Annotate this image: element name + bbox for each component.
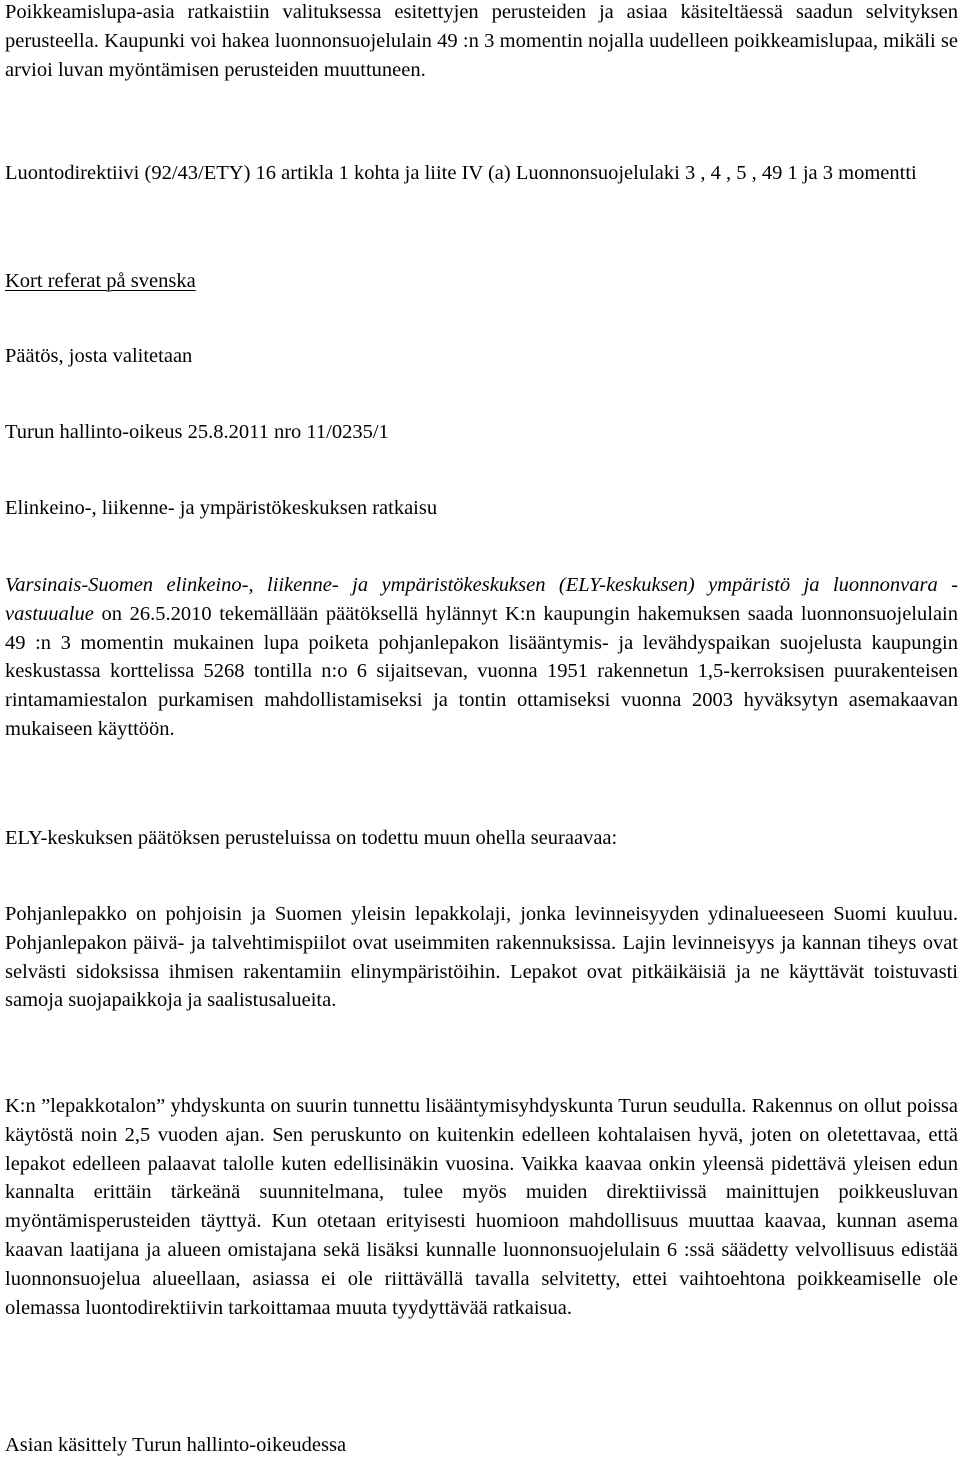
paragraph-ely-decision <box>5 571 958 744</box>
heading-ely-ratkaisu: Elinkeino-, liikenne- ja ympäristökeskuksen ratkaisu <box>5 497 438 519</box>
heading-turun-hallinto-oikeus: Turun hallinto-oikeus 25.8.2011 nro 11/0235/1 <box>5 421 389 443</box>
paragraph-pohjanlepakko: Pohjanlepakko on pohjoisin ja Suomen yleisin lepakkolaji, jonka levinneisyyden ydinalueeseen Suomi kuuluu. Pohjanlepakon päivä- ja talvehtimispiilot ovat useimmiten rakennuksissa. Lajin levinneisyys ja kannan tiheys ovat selvästi sidoksissa ihmisen rakentamiin elinympäristöihin. Lepakot ovat pitkäikäisiä ja ne käyttävät toistuvasti samoja suojapaikkoja ja saalistusalueita. <box>5 903 958 1012</box>
paragraph-lepakkotalo: K:n ”lepakkotalon” yhdyskunta on suurin tunnettu lisääntymisyhdyskunta Turun seudulla. Rakennus on ollut poissa käytöstä noin 2,5 vuoden ajan. Sen peruskunto on kuitenkin edelleen kohtalaisen hyvä, joten on oletettavaa, että lepakot edelleen palaavat talolle kuten edellisinäkin vuosina. Vaikka kaavaa onkin yleensä pidettävä yleisen edun kannalta erittäin tärkeänä suunnitelmana, tulee myös muiden direktiivissä mainittujen poikkeusluvan myöntämisperusteiden täyttyä. Kun otetaan erityisesti huomioon mahdollisuus muuttaa kaavaa, kunnan asema kaavan laatijana ja alueen omistajana sekä lisäksi kunnalle luonnonsuojelulain 6 :ssä säädetty velvollisuus edistää luonnonsuojelua alueellaan, asiassa ei ole riittävällä tavalla selvitetty, ettei vaihtoehtona poikkeamiselle ole olemassa luontodirektiivin tarkoittamaa muuta tyydyttävää ratkaisua. <box>5 1095 958 1319</box>
ely-decision-text: on 26.5.2010 tekemällään päätöksellä hylännyt K:n kaupungin hakemuksen saada luonnonsuojelulain 49 :n 3 momentin mukainen lupa poiketa pohjanlepakon lisääntymis- ja levähdyspaikan suojelusta kaupungin keskustassa korttelissa 5268 tontilla n:o 6 sijaitsevan, vuonna 1951 rakennetun 1,5-kerroksisen puurakenteisen rintamamiestalon purkamisen mahdollistamiseksi ja tontin ottamiseksi vuonna 2003 hyväksytyn asemakaavan mukaiseen käyttöön. <box>5 602 958 740</box>
heading-ely-perustelut: ELY-keskuksen päätöksen perusteluissa on todettu muun ohella seuraavaa: <box>5 827 618 849</box>
kort-referat-link-text[interactable]: Kort referat på svenska <box>5 270 196 292</box>
link-kort-referat[interactable] <box>5 267 196 296</box>
ely-authority-name: Varsinais-Suomen elinkeino-, liikenne- ja ympäristökeskuksen (ELY-keskuksen) ympäristö ja luonnonvara -vastuualue <box>5 574 958 625</box>
paragraph-applicable-law: Luontodirektiivi (92/43/ETY) 16 artikla 1 kohta ja liite IV (a) Luonnonsuojelulaki 3 , 4 , 5 , 49 1 ja 3 momentti <box>5 162 917 184</box>
heading-asian-kasittely: Asian käsittely Turun hallinto-oikeudessa <box>5 1434 347 1456</box>
paragraph-poikkeamislupa-ratkaistiin: Poikkeamislupa-asia ratkaistiin valituksessa esitettyjen perusteiden ja asiaa käsiteltäessä saadun selvityksen perusteella. Kaupunki voi hakea luonnonsuojelulain 49 :n 3 momentin nojalla uudelleen poikkeamislupaa, mikäli se arvioi luvan myöntämisen perusteiden muuttuneen. <box>5 1 958 81</box>
heading-paatos-josta-valitetaan: Päätös, josta valitetaan <box>5 345 193 367</box>
